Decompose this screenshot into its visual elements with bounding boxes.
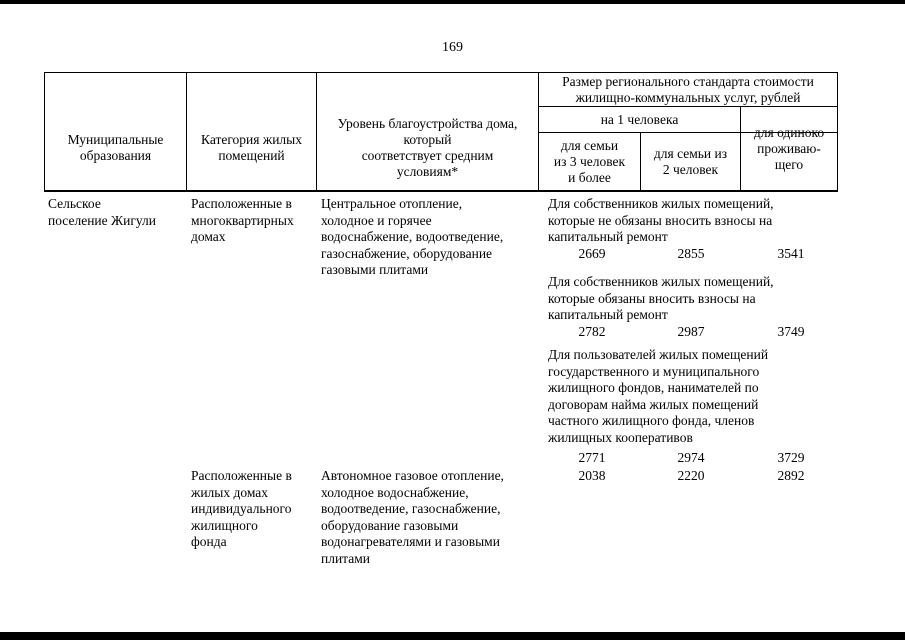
value-cell: 3729 [777,450,805,465]
block1-category: Расположенные в многоквартирных домах [191,196,294,244]
block1-group1-label: Для собственников жилых помещений, которые не обязаны вносить взносы на капитальный ремонт [548,196,774,244]
header-per-person: на 1 человека [600,111,679,127]
value-cell: 3749 [777,324,805,339]
value-cell: 2669 [578,246,606,261]
value-cell: 2855 [677,246,705,261]
scan-top-edge [0,0,905,4]
header-regional-standard: Размер регионального стандарта стоимости жилищно-коммунальных услуг, рублей [562,73,814,105]
block2-category: Расположенные в жилых домах индивидуального жилищного фонда [191,468,292,549]
block1-amenity-level: Центральное отопление, холодное и горячее водоснабжение, водоотведение, газоснабжение, оборудование газовыми плитами [321,196,504,277]
header-single: для одиноко проживаю- щего [753,124,825,172]
value-cell: 2771 [578,450,606,465]
block1-group2-label: Для собственников жилых помещений, которые обязаны вносить взносы на капитальный ремонт [548,274,774,322]
header-family-3: для семьи из 3 человек и более [553,137,626,185]
page-number: 169 [442,40,463,55]
header-municipalities: Муниципальные образования [67,132,164,163]
value-cell: 2782 [578,324,606,339]
header-amenity-level: Уровень благоустройства дома, который соответствует средним условиям* [337,116,518,179]
value-cell: 2220 [677,468,705,483]
value-cell: 2038 [578,468,606,483]
value-cell: 2892 [777,468,805,483]
block2-amenity-level: Автономное газовое отопление, холодное водоснабжение, водоотведение, газоснабжение, оборудование газовыми водонагревателями и газовыми плитами [321,468,504,566]
value-cell: 2987 [677,324,705,339]
header-family-2: для семьи из 2 человек [653,145,728,177]
block1-group3-label: Для пользователей жилых помещений государственного и муниципального жилищного фондов, нанимателей по договорам найма жилых помещений частного жилищного фонда, членов жилищных кооперативов [548,347,769,445]
value-cell: 3541 [777,246,805,261]
header-housing-category: Категория жилых помещений [201,132,302,163]
scan-bottom-edge [0,632,905,640]
municipality-name: Сельское поселение Жигули [48,196,156,228]
value-cell: 2974 [677,450,705,465]
